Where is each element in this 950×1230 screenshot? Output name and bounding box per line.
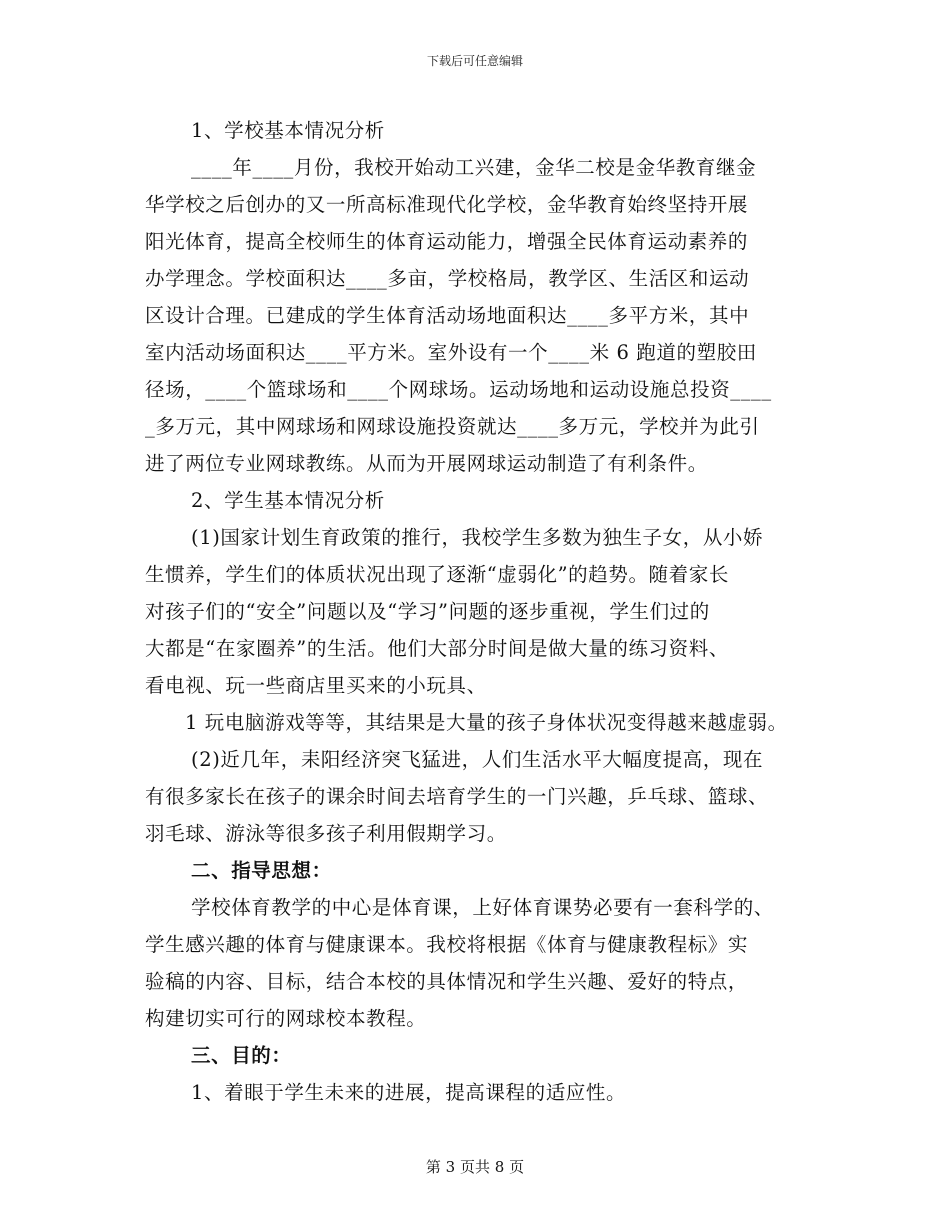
paragraph-line: 1、着眼于学生未来的进展，提高课程的适应性。 — [191, 1081, 627, 1104]
paragraph-line: (2)近几年，耒阳经济突飞猛进，人们生活水平大幅度提高，现在 — [191, 748, 764, 771]
paragraph-line: 羽毛球、游泳等很多孩子利用假期学习。 — [145, 822, 507, 845]
paragraph-line: 进了两位专业网球教练。从而为开展网球运动制造了有利条件。 — [145, 452, 708, 475]
paragraph-line: 学校体育教学的中心是体育课，上好体育课势必要有一套科学的、 — [191, 896, 774, 919]
paragraph-line: 构建切实可行的网球校本教程。 — [145, 1007, 427, 1030]
paragraph-line: 阳光体育，提高全校师生的体育运动能力，增强全民体育运动素养的 — [145, 230, 749, 253]
paragraph-line: _多万元，其中网球场和网球设施投资就达____多万元，学校并为此引 — [145, 415, 760, 438]
paragraph-line: 华学校之后创办的又一所高标准现代化学校，金华教育始终坚持开展 — [145, 193, 749, 216]
document-body — [145, 112, 805, 1111]
paragraph-line: 生惯养，学生们的体质状况出现了逐渐“虚弱化”的趋势。随着家长 — [145, 563, 729, 586]
paragraph-line: 对孩子们的“安全”问题以及“学习”问题的逐步重视，学生们过的 — [145, 600, 710, 623]
paragraph-line: 有很多家长在孩子的课余时间去培育学生的一门兴趣，乒乓球、篮球、 — [145, 785, 769, 808]
section-heading: 三、目的： — [191, 1044, 292, 1067]
section-heading: 二、指导思想： — [191, 859, 332, 882]
paragraph-line: 学生感兴趣的体育与健康课本。我校将根据《体育与健康教程标》实 — [145, 933, 749, 956]
page-header: 下载后可任意编辑 — [426, 54, 523, 68]
paragraph-line: 办学理念。学校面积达____多亩，学校格局，教学区、生活区和运动 — [145, 267, 750, 290]
paragraph-line: (1)国家计划生育政策的推行，我校学生多数为独生子女，从小娇 — [191, 526, 764, 549]
paragraph-line: 验稿的内容、目标，结合本校的具体情况和学生兴趣、爱好的特点， — [145, 970, 749, 993]
section-heading: 1、学校基本情况分析 — [191, 119, 385, 142]
paragraph-line: 1 玩电脑游戏等等，其结果是大量的孩子身体状况变得越来越虚弱。 — [185, 711, 788, 734]
paragraph-line: 看电视、玩一些商店里买来的小玩具、 — [145, 674, 487, 697]
paragraph-line: 大都是“在家圈养”的生活。他们大部分时间是做大量的练习资料、 — [145, 637, 729, 660]
paragraph-line: ____年____月份，我校开始动工兴建，金华二校是金华教育继金 — [191, 156, 757, 179]
section-heading: 2、学生基本情况分析 — [191, 489, 385, 512]
paragraph-line: 径场，____个篮球场和____个网球场。运动场地和运动设施总投资____ — [145, 378, 772, 401]
paragraph-line: 区设计合理。已建成的学生体育活动场地面积达____多平方米，其中 — [145, 304, 750, 327]
page-footer: 第 3 页共 8 页 — [425, 1158, 525, 1176]
paragraph-line: 室内活动场面积达____平方米。室外设有一个____米 6 跑道的塑胶田 — [145, 341, 757, 364]
